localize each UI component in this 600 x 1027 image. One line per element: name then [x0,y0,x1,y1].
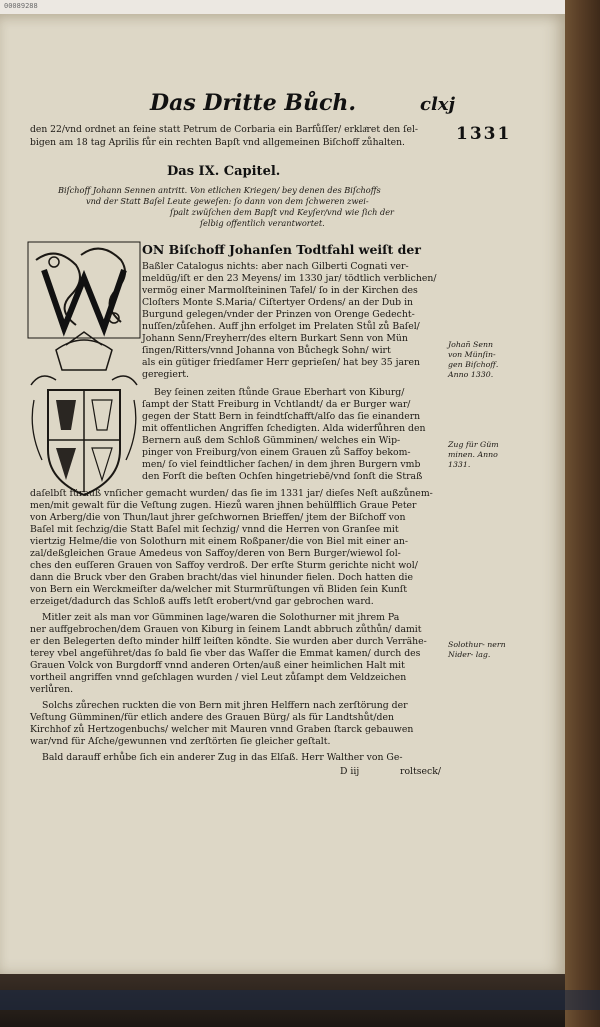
body-line: viertzig Helme/die von Solothurn mit einem Roßpaner/die von Biel mit einer an- [30,536,409,547]
body-line: ſingen/Ritters/vnnd Johanna von Bůchegk Sohn/ wirt [142,345,391,356]
body-line: Baßler Catalogus nichts: aber nach Gilberti Cognati ver- [142,261,409,272]
body-line: men/mit gewalt für die Veſtung zugen. Hiezů waren jhnen behülfflich Graue Peter [30,500,417,511]
catchword: roltseck/ [400,766,441,777]
body-line: men/ ſo viel feindtlicher ſachen/ in dem jhren Burgern vmb [142,459,421,470]
body-line: gegen der Statt Bern in feindtſchafft/alſo das ſie einandern [142,411,421,422]
continuation-line: bigen am 18 tag Aprilis fůr ein rechten Bapſt vnd allgemeinen Biſchoff zůhalten. [30,137,405,148]
body-line: Grauen Volck von Burgdorff vnnd anderen Orten/auß einer heimlichen Halt mit [30,660,405,671]
body-line: zal/deßgleichen Graue Amedeus von Saffoy/deren von Bern Burger/wiewol ſol- [30,548,401,559]
scan-top-bar [0,0,600,14]
body-line: daſelbſt fürauß vnſicher gemacht wurden/ das ſie im 1331 jar/ dieſes Neſt außzůnem- [30,488,433,499]
summary-line: vnd der Statt Baſel Leute geweſen: ſo dann von dem ſchweren zwei- [86,196,369,206]
body-line: Kirchhof zů Hertzogenbuchs/ welcher mit Mauren vnnd Graben ſtarck gebauwen [30,724,414,735]
body-line: pinger von Freiburg/von einem Grauen zů Saffoy bekom- [142,447,411,458]
body-line: Solchs zůrechen ruckten die von Bern mit jhren Helffern nach zerſtörung der [42,700,408,711]
continuation-line: den 22/vnd ordnet an feine statt Petrum de Corbaria ein Barfůſſer/ erklaͤret den ſel- [30,124,418,135]
body-line: verlůren. [30,684,74,695]
scanner-edge [0,990,600,1010]
body-line: Johann Senn/Freyherr/des eltern Burkart Senn von Mün [142,333,408,344]
folio-number: clxj [420,94,456,115]
chapter-lead-line: ON Biſchoff Johanſen Todtfahl weiſt der [142,242,421,257]
signature-mark: D iij [340,766,360,777]
year-heading: 1331 [456,124,512,144]
body-line: Veſtung Gümminen/für etlich andere des Grauen Bürg/ als für Landtshůt/den [30,712,394,723]
body-line: dann die Bruck vber den Graben bracht/das viel hinunder fielen. Doch hatten die [30,572,413,583]
summary-line: ſelbig offentlich verantwortet. [200,218,325,228]
body-line: vortheil angriffen vnnd geſchlagen wurden / viel Leut zůſampt dem Veldzeichen [30,672,407,683]
body-line: den Forſt die beſten Ochſen hingetriebē/vnd ſonſt die Straß [142,471,423,482]
body-line: er den Belegerten deſto minder hilff leiſten köndte. Sie wurden aber durch Verrähe- [30,636,427,647]
margin-note: Johañ Senn von Münſin- gen Biſchoff. Anno 1330. [448,340,499,379]
decorated-initial-w [26,240,142,340]
body-line: Bernern auß dem Schloß Gümminen/ welches ein Wip- [142,435,401,446]
body-line: Burgund gelegen/vnder der Prinzen von Orenge Gedecht- [142,309,415,320]
body-line: Bey ſeinen zeiten ſtůnde Graue Eberhart von Kiburg/ [154,387,405,398]
body-line: meldüg/iſt er den 23 Meyens/ im 1330 jar/ tödtlich verblichen/ [142,273,437,284]
body-line: geregiert. [142,369,189,380]
body-line: ches den euſſeren Grauen von Saffoy verdroß. Der erſte Sturm gerichte nicht wol/ [30,560,418,571]
body-line: nuſſen/zůſehen. Auff jhn erfolget im Prelaten Stůl zů Baſel/ [142,321,420,332]
body-line: war/vnd für Aſche/gewunnen vnd zerſtörten ſie gleicher geſtalt. [30,736,331,747]
body-line: von Bern ein Werckmeiſter da/welcher mit Sturmrüſtungen vñ Bliden ſein Kunſt [30,584,407,595]
body-line: Cloſters Monte S.Maria/ Ciſtertyer Ordens/ an der Dub in [142,297,414,308]
body-line: mit offentlichen Angriffen ſchedigten. Alda widerfůhren den [142,423,426,434]
body-line: Bald darauff erhůbe ſich ein anderer Zug in das Elſaß. Herr Walther von Ge- [42,752,403,763]
summary-line: ſpalt zwüſchen dem Bapſt vnd Keyſer/vnd wie ſich der [170,207,394,217]
body-line: als ein gütiger friedſamer Herr geprieſen/ hat bey 35 jaren [142,357,420,368]
body-line: ner auffgebrochen/dem Grauen von Kiburg in ſeinem Landt abbruch zůthůn/ damit [30,624,422,635]
body-line: ſampt der Statt Freiburg in Vchtlandt/ da er Burger war/ [142,399,411,410]
body-line: Mitler zeit als man vor Gümminen lage/waren die Solothurner mit jhrem Pa [42,612,400,623]
scan-id: 00089288 [4,2,38,10]
body-line: terey vbel angeführet/das ſo bald ſie vber das Waſſer die Emmat kamen/ durch des [30,648,421,659]
book-spine [565,0,600,1027]
margin-note: Solothur- nern Nider- lag. [448,640,506,659]
margin-note: Zug für Güm minen. Anno 1331. [448,440,499,469]
chapter-title: Das IX. Capitel. [167,164,281,179]
summary-line: Biſchoff Johann Sennen antritt. Von etlichen Kriegen/ bey denen des Biſchoffs [58,185,381,195]
running-head: Das Dritte Bůch. [150,90,357,116]
body-line: Baſel mit ſechzig/die Statt Baſel mit ſechzig/ vnnd die Herren von Granſee mit [30,524,399,535]
body-line: erzeiget/dadurch das Schloß auffs letſt erobert/vnd gar gebrochen ward. [30,596,374,607]
body-line: vermög einer Marmolſteininen Tafel/ ſo in der Kirchen des [142,285,418,296]
coat-of-arms [26,330,142,500]
body-line: von Arberg/die von Thun/laut jhrer geſchwornen Brieffen/ jtem der Biſchoff von [30,512,406,523]
